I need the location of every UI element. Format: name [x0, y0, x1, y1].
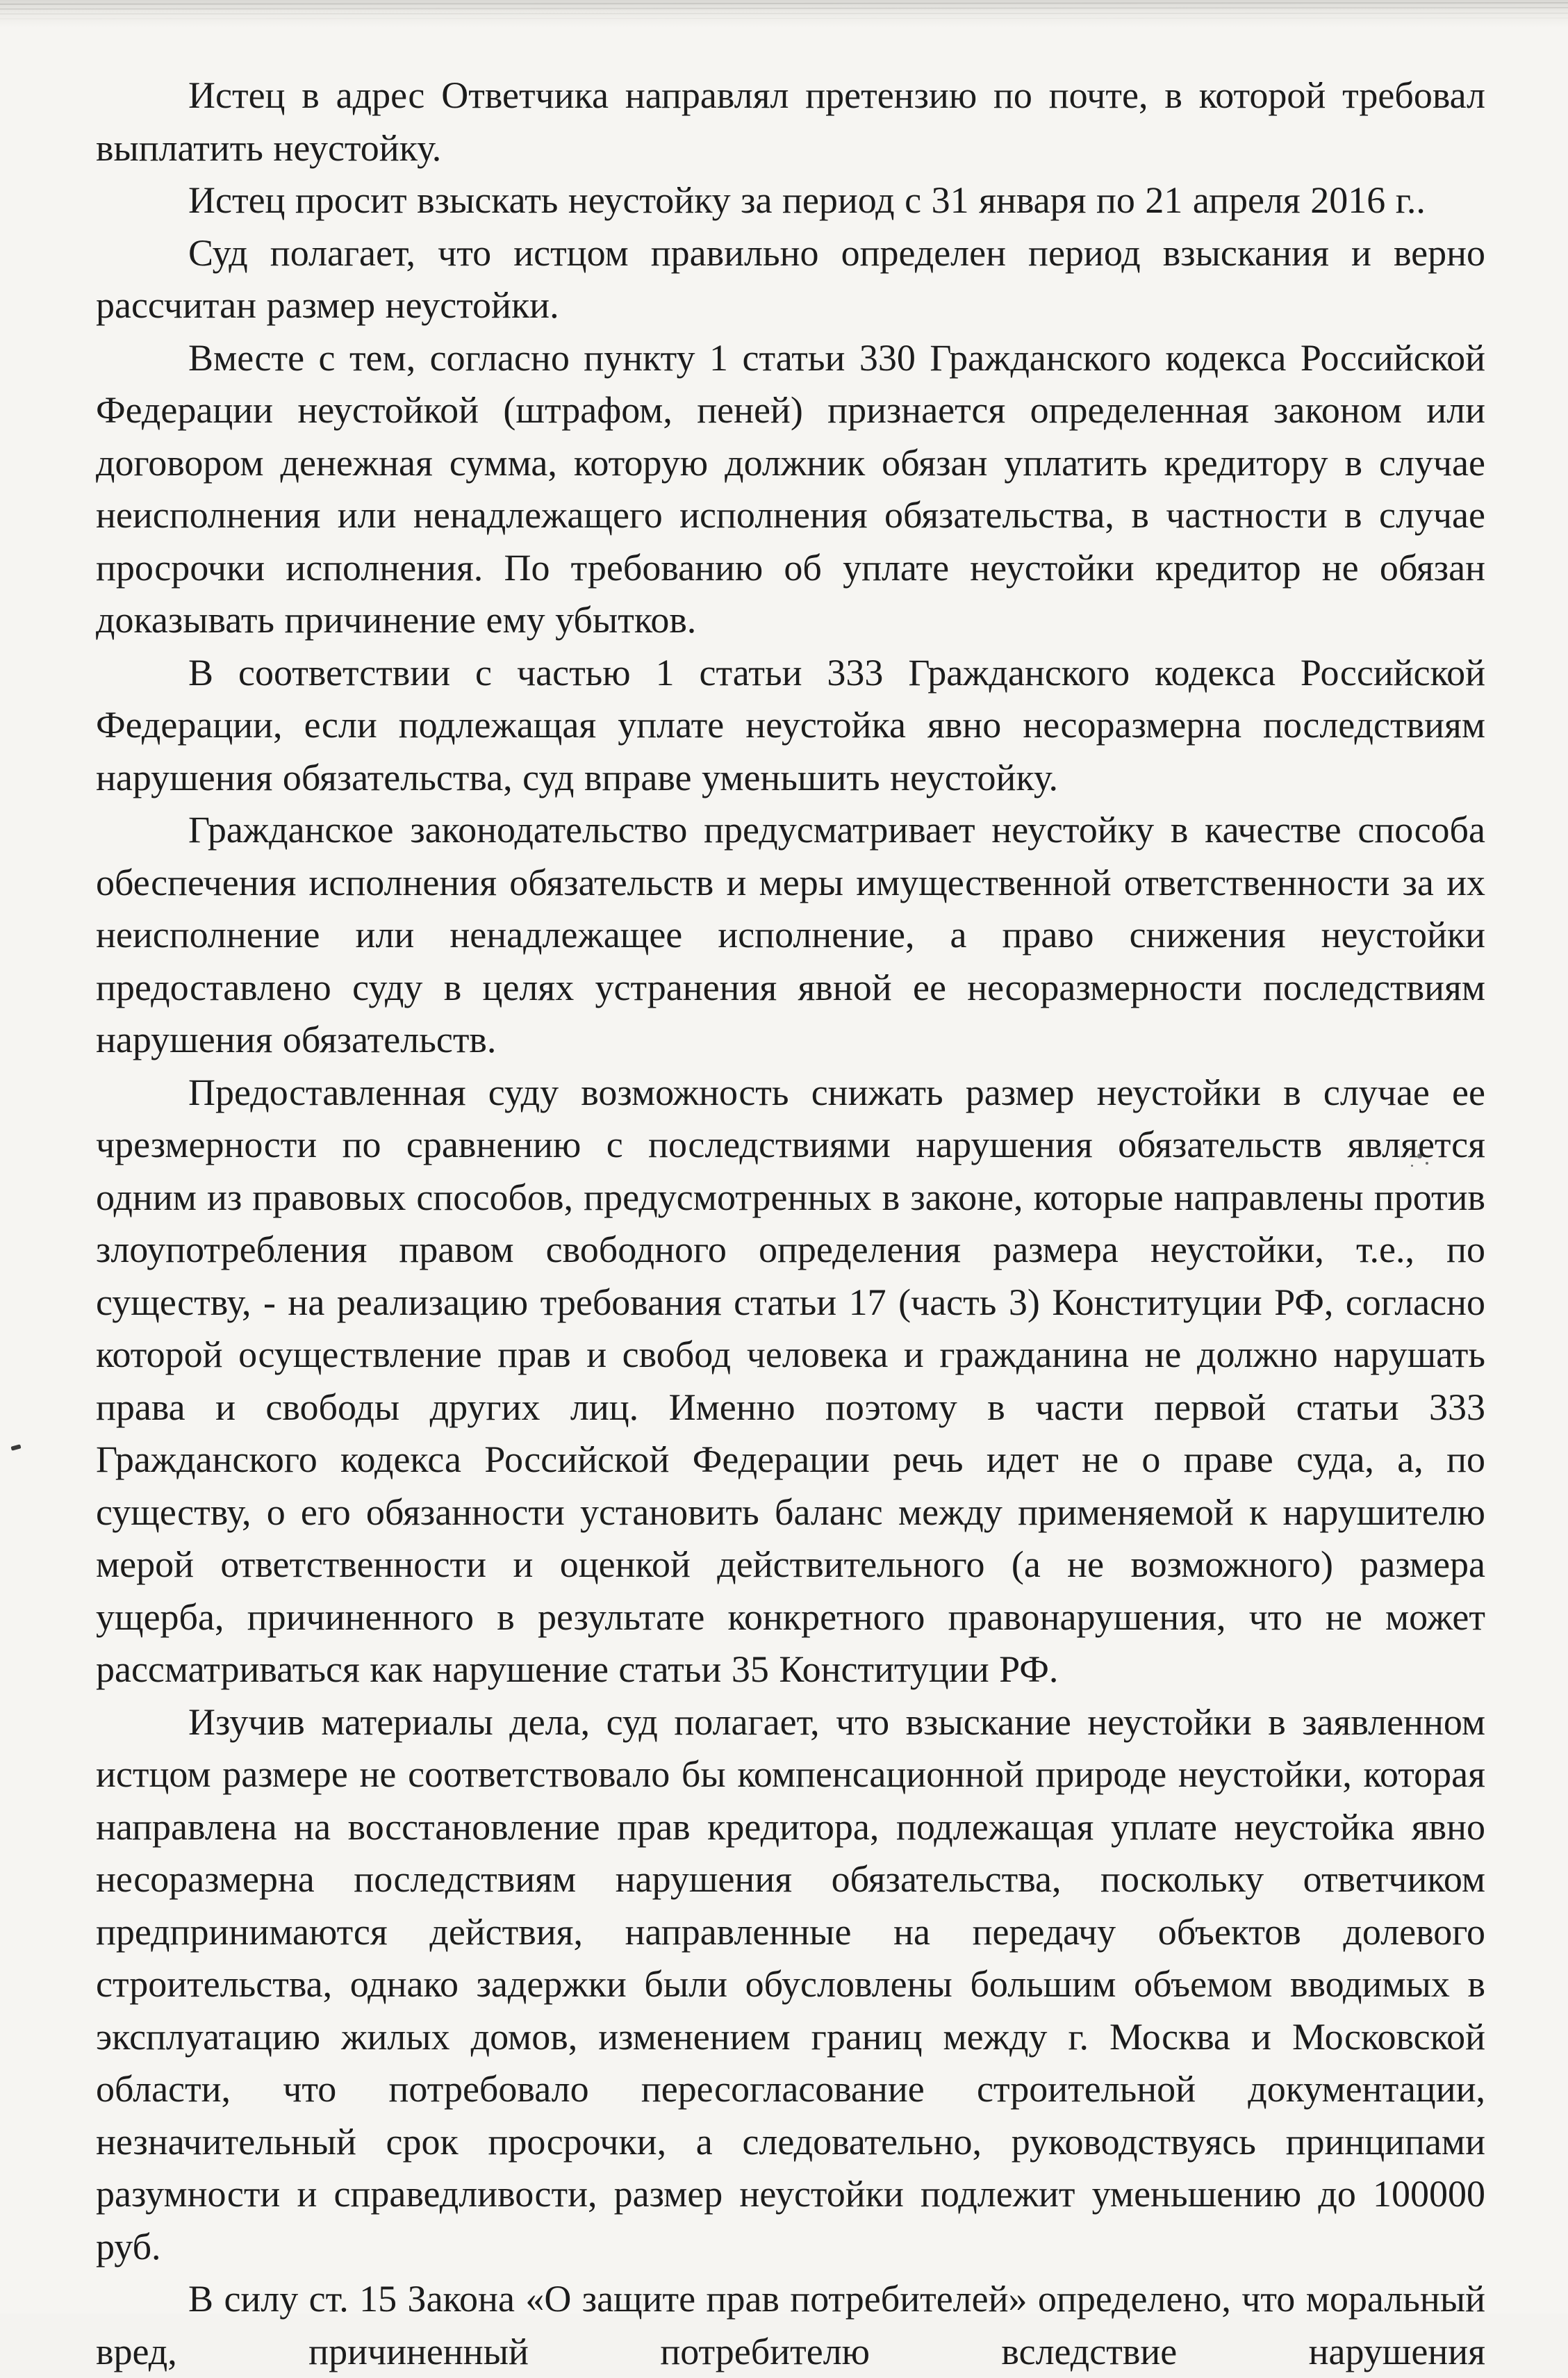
paragraph: В силу ст. 15 Закона «О защите прав потребителей» определено, что моральный вред, причиненный потребителю вследствие нарушения	[96, 2278, 1485, 2372]
scan-mark	[10, 1444, 21, 1450]
scan-edge-lines	[0, 0, 1568, 25]
paragraph: Истец в адрес Ответчика направлял претензию по почте, в которой требовал выплатить неустойку.	[96, 74, 1485, 169]
paragraph: Суд полагает, что истцом правильно определен период взыскания и верно рассчитан размер неустойки.	[96, 231, 1485, 326]
paragraph: Гражданское законодательство предусматривает неустойку в качестве способа обеспечения исполнения обязательств и меры имущественной ответственности за их неисполнение или ненадлежащее исполнение, а право снижения неустойки предоставлено суду в целях устранения явной ее несоразмерности последствиям нарушения обязательств.	[96, 809, 1485, 1060]
paragraph: Предоставленная суду возможность снижать размер неустойки в случае ее чрезмерности по сравнению с последствиями нарушения обязательств является одним из правовых способов, предусмотренных в законе, которые направлены против злоупотребления правом свободного определения размера неустойки, т.е., по существу, - на реализацию требования статьи 17 (часть 3) Конституции РФ, согласно которой осуществление прав и свобод человека и гражданина не должно нарушать права и свободы других лиц. Именно поэтому в части первой статьи 333 Гражданского кодекса Российской Федерации речь идет не о праве суда, а, по существу, о его обязанности установить баланс между применяемой к нарушителю мерой ответственности и оценкой действительного (а не возможного) размера ущерба, причиненного в результате конкретного правонарушения, что не может рассматриваться как нарушение статьи 35 Конституции РФ.	[96, 1071, 1485, 1690]
document-body	[96, 69, 1485, 2378]
paragraph: Истец просит взыскать неустойку за период с 31 января по 21 апреля 2016 г..	[188, 179, 1426, 221]
paragraph: Изучив материалы дела, суд полагает, что взыскание неустойки в заявленном истцом размере не соответствовало бы компенсационной природе неустойки, которая направлена на восстановление прав кредитора, подлежащая уплате неустойка явно несоразмерна последствиям нарушения обязательства, поскольку ответчиком предпринимаются действия, направленные на передачу объектов долевого строительства, однако задержки были обусловлены большим объемом вводимых в эксплуатацию жилых домов, изменением границ между г. Москва и Московской области, что потребовало пересогласование строительной документации, незначительный срок просрочки, а следовательно, руководствуясь принципами разумности и справедливости, размер неустойки подлежит уменьшению до 100000 руб.	[96, 1700, 1485, 2268]
paragraph: Вместе с тем, согласно пункту 1 статьи 330 Гражданского кодекса Российской Федерации неустойкой (штрафом, пеней) признается определенная законом или договором денежная сумма, которую должник обязан уплатить кредитору в случае неисполнения или ненадлежащего исполнения обязательства, в частности в случае просрочки исполнения. По требованию об уплате неустойки кредитор не обязан доказывать причинение ему убытков.	[96, 336, 1485, 641]
paragraph: В соответствии с частью 1 статьи 333 Гражданского кодекса Российской Федерации, если подлежащая уплате неустойка явно несоразмерна последствиям нарушения обязательства, суд вправе уменьшить неустойку.	[96, 651, 1485, 798]
